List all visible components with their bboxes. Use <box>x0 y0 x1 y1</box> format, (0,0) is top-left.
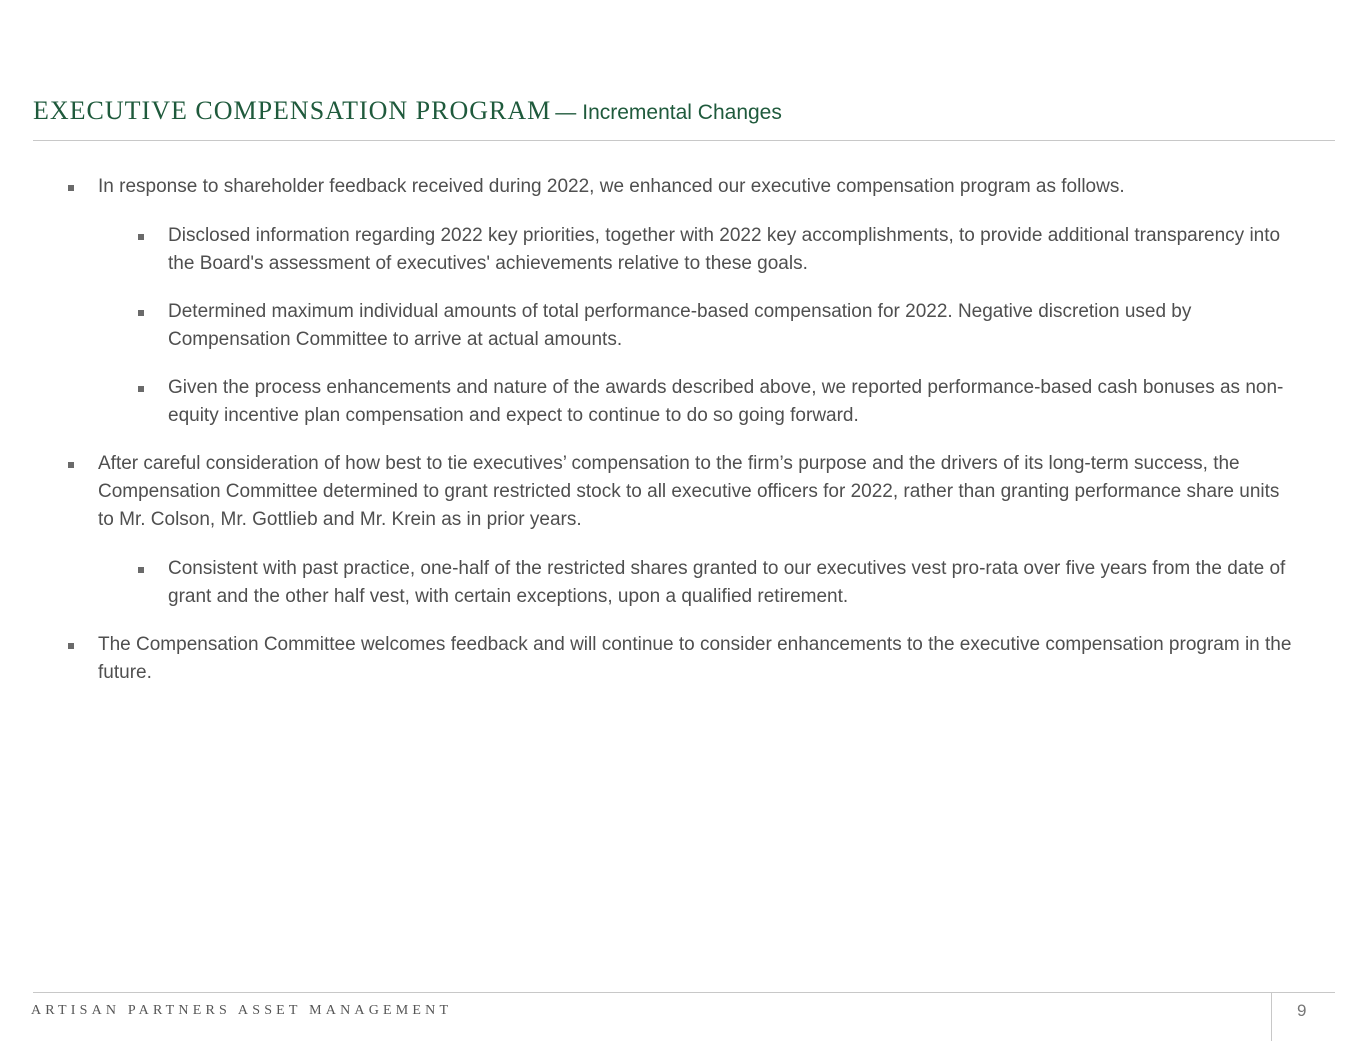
sub-list-item <box>64 298 1299 354</box>
sub-list-item <box>64 555 1299 611</box>
list-item-text: After careful consideration of how best to tie executives’ compensation to the firm’s purpose and the drivers of its long-term success, the Compensation Committee determined to grant restricted stock to all executive officers for 2022, rather than granting performance share units to Mr. Colson, Mr. Gottlieb and Mr. Krein as in prior years. <box>98 453 1280 530</box>
page-header <box>33 96 782 126</box>
title-separator: — <box>555 101 577 124</box>
list-item-text: Given the process enhancements and nature of the awards described above, we reported performance-based cash bonuses as non-equity incentive plan compensation and expect to continue to do so going forward. <box>168 377 1284 426</box>
list-item-text: Determined maximum individual amounts of total performance-based compensation for 2022. Negative discretion used by Compensation Committee to arrive at actual amounts. <box>168 301 1192 350</box>
sub-list-item <box>64 374 1299 430</box>
page-subtitle: Incremental Changes <box>582 101 782 124</box>
square-bullet-icon <box>138 386 144 392</box>
square-bullet-icon <box>68 462 74 468</box>
list-item <box>64 173 1299 201</box>
list-item-text: Disclosed information regarding 2022 key priorities, together with 2022 key accomplishments, to provide additional transparency into the Board's assessment of executives' achievements relative to these goals. <box>168 225 1281 274</box>
square-bullet-icon <box>138 234 144 240</box>
footer-vertical-divider <box>1271 993 1272 1041</box>
header-divider <box>33 140 1335 141</box>
list-item <box>64 631 1299 687</box>
square-bullet-icon <box>138 567 144 573</box>
square-bullet-icon <box>68 643 74 649</box>
square-bullet-icon <box>138 310 144 316</box>
list-item-text: In response to shareholder feedback received during 2022, we enhanced our executive compensation program as follows. <box>98 176 1125 197</box>
list-item-text: Consistent with past practice, one-half of the restricted shares granted to our executives vest pro-rata over five years from the date of grant and the other half vest, with certain exceptions, upon a qualified retirement. <box>168 558 1286 607</box>
page-number: 9 <box>1297 1001 1307 1020</box>
list-item <box>64 450 1299 534</box>
footer-divider <box>33 992 1335 993</box>
bullet-list <box>64 173 1299 708</box>
square-bullet-icon <box>68 185 74 191</box>
list-item-text: The Compensation Committee welcomes feedback and will continue to consider enhancements to the executive compensation program in the future. <box>98 634 1292 683</box>
footer-brand: ARTISAN PARTNERS ASSET MANAGEMENT <box>31 1003 453 1018</box>
page-title: EXECUTIVE COMPENSATION PROGRAM <box>33 96 552 125</box>
sub-list-item <box>64 222 1299 278</box>
